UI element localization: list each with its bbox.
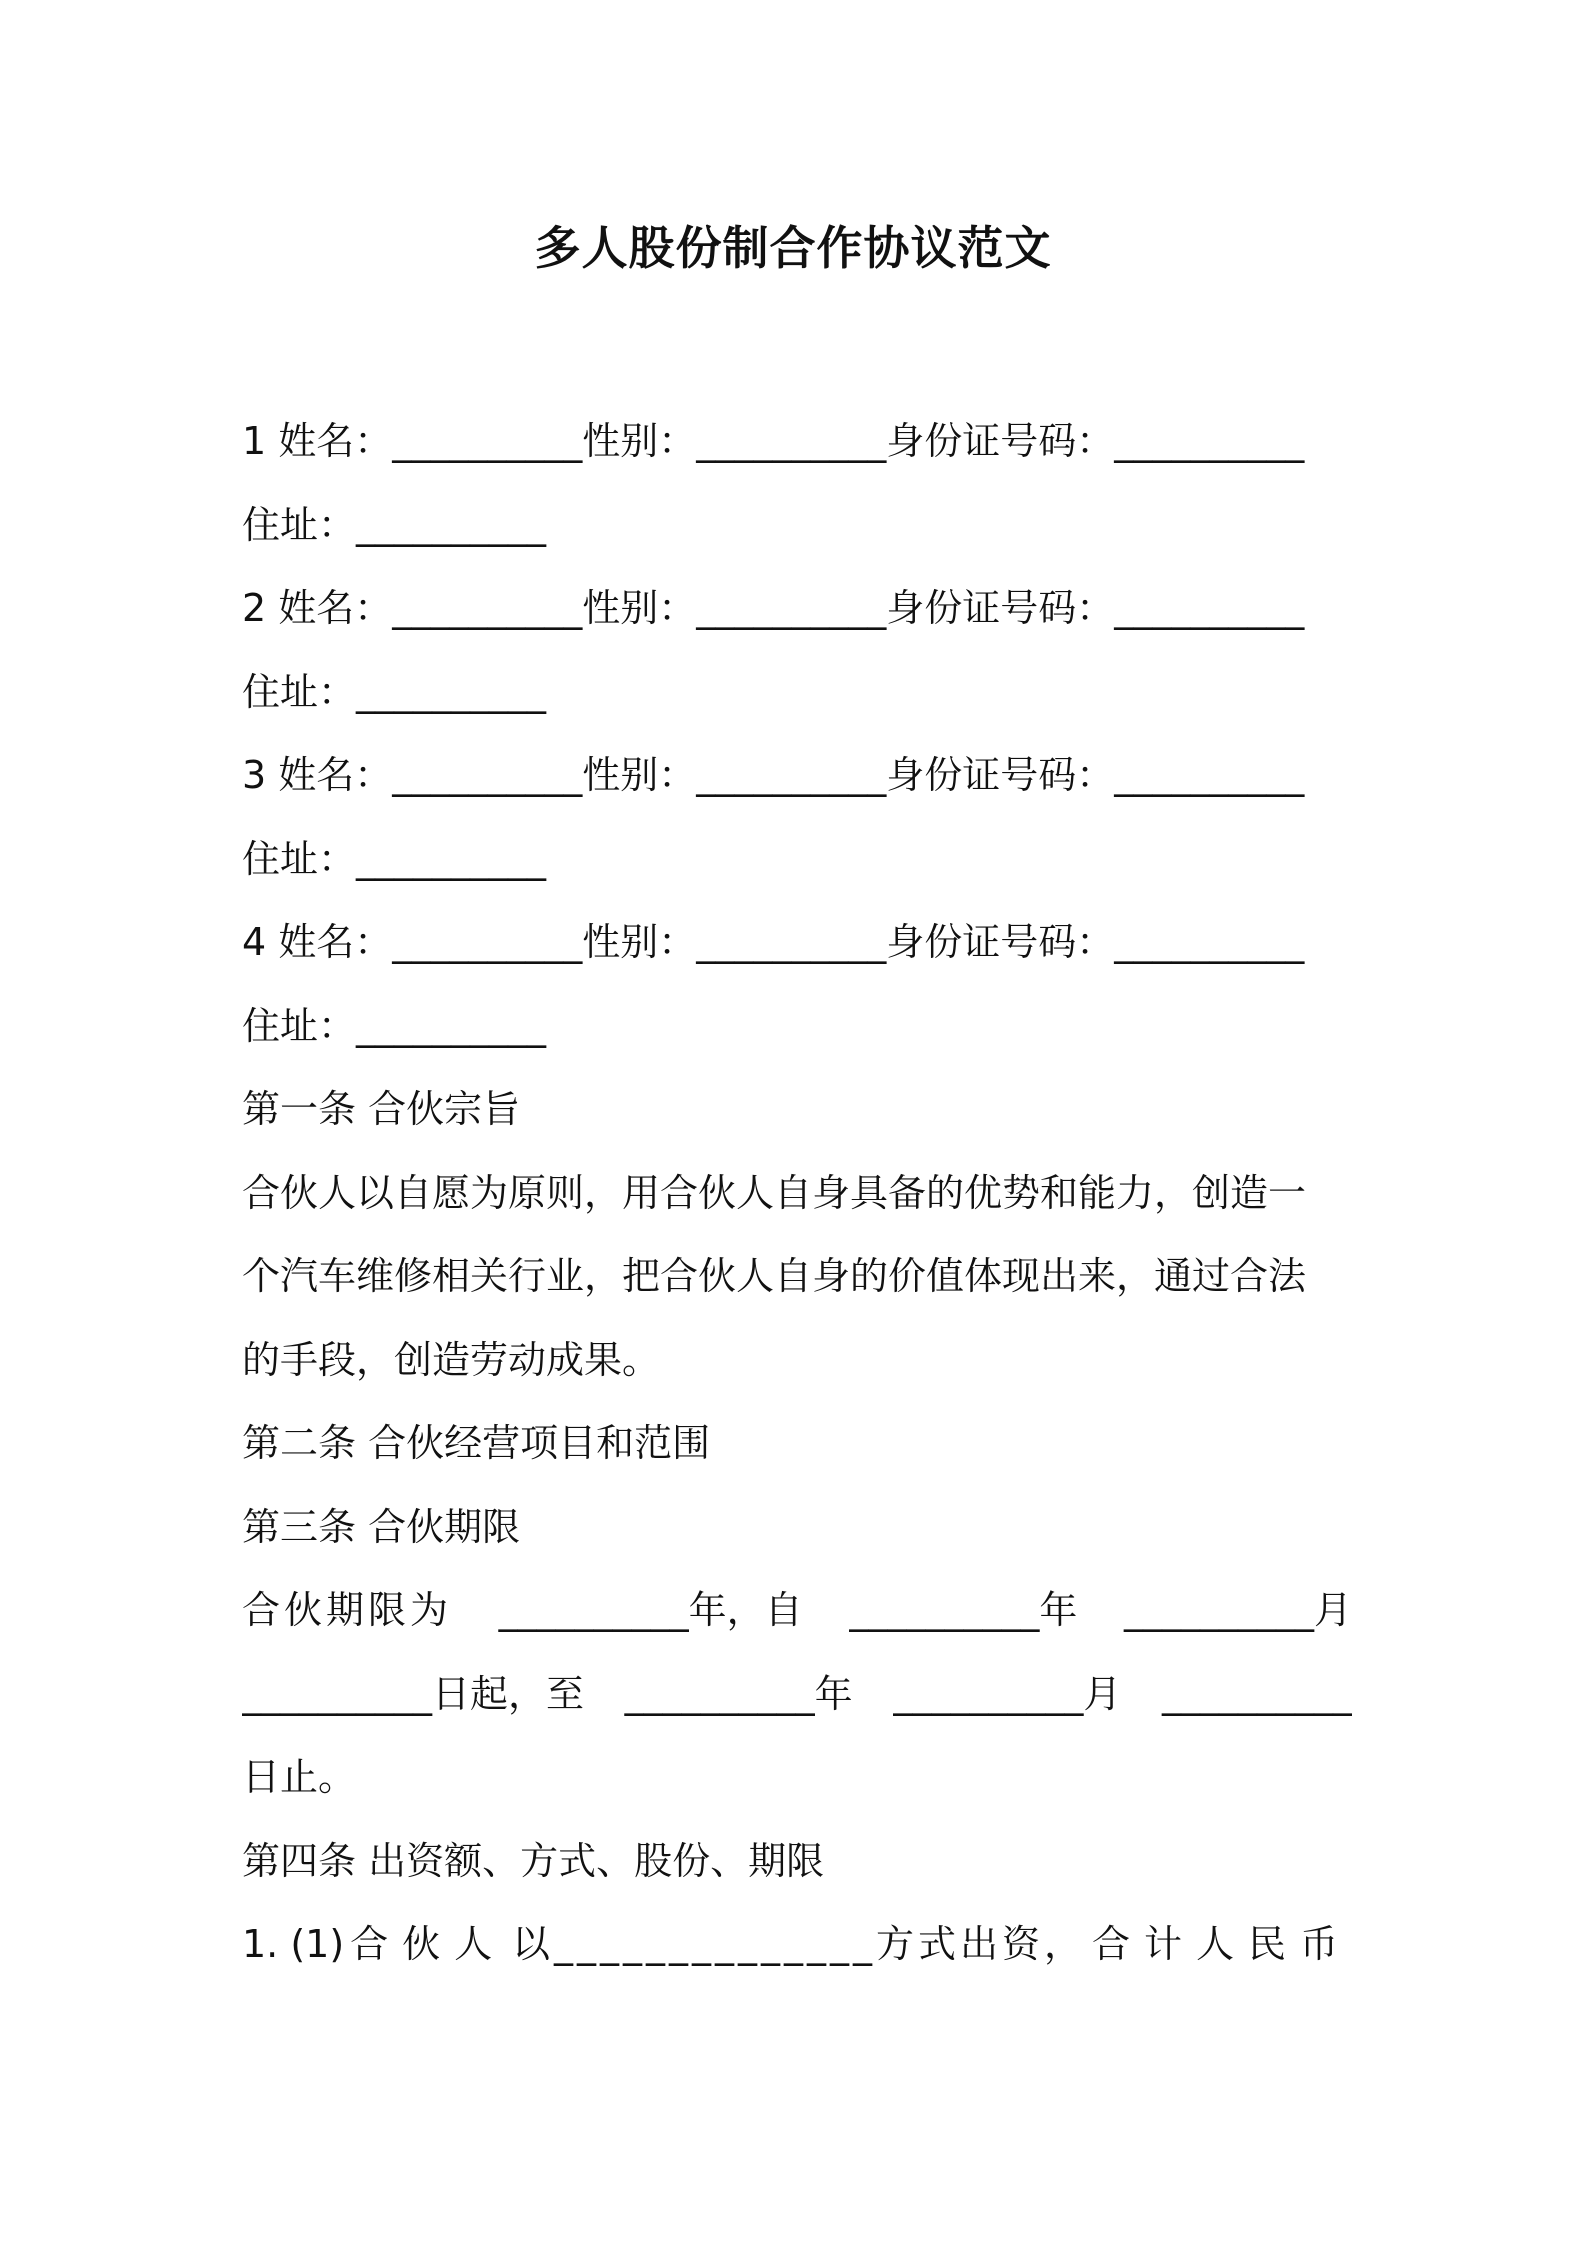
document-title: 多人股份制合作协议范文 [534,221,1052,275]
start-month-blank: __________月 [1123,1588,1352,1632]
term-label: 合伙期限为 [242,1588,453,1632]
contribution-method-blank: 以______________方式出资， [512,1922,1087,1966]
article-3-term-line-3: 日止。 [242,1755,357,1799]
article-3-heading: 第三条 合伙期限 [242,1504,521,1549]
clause-number: 1. (1) [242,1922,345,1966]
start-year-blank: __________年 [849,1588,1078,1632]
total-rmb-label: 合计人民币 [1091,1922,1352,1966]
party-1-address: 住址：__________ [242,502,547,547]
article-1-body-line-2: 个汽车维修相关行业，把合伙人自身的价值体现出来，通过合法 [242,1254,1307,1298]
party-4-line: 4 姓名：__________性别：__________身份证号码：__________ [242,920,1305,964]
article-3-term-line-1 [242,1569,1352,1653]
article-4-heading: 第四条 出资额、方式、股份、期限 [242,1838,825,1883]
end-day-blank: __________ [1161,1671,1352,1716]
party-3-address: 住址：__________ [242,836,547,881]
party-2-address: 住址：__________ [242,669,547,714]
party-1-line: 1 姓名：__________性别：__________身份证号码：__________ [242,419,1305,463]
article-3-term-line-2 [242,1653,1352,1737]
end-month-blank: __________月 [893,1671,1122,1716]
partner-label: 合伙人 [350,1922,507,1966]
article-1-body-line-3: 的手段，创造劳动成果。 [242,1337,661,1382]
party-3-line: 3 姓名：__________性别：__________身份证号码：__________ [242,753,1305,797]
end-year-blank: __________年 [624,1671,853,1716]
party-2-line: 2 姓名：__________性别：__________身份证号码：__________ [242,586,1305,630]
start-day-blank: __________日起，至 [242,1671,585,1716]
term-years-blank: __________年，自 [498,1588,803,1632]
article-4-line-1 [242,1903,1352,1987]
article-2-heading: 第二条 合伙经营项目和范围 [242,1421,711,1465]
article-1-body-line-1: 合伙人以自愿为原则，用合伙人自身具备的优势和能力，创造一 [242,1170,1307,1215]
document-body [242,400,1352,1987]
article-1-heading: 第一条 合伙宗旨 [242,1087,521,1131]
party-4-address: 住址：__________ [242,1003,547,1048]
